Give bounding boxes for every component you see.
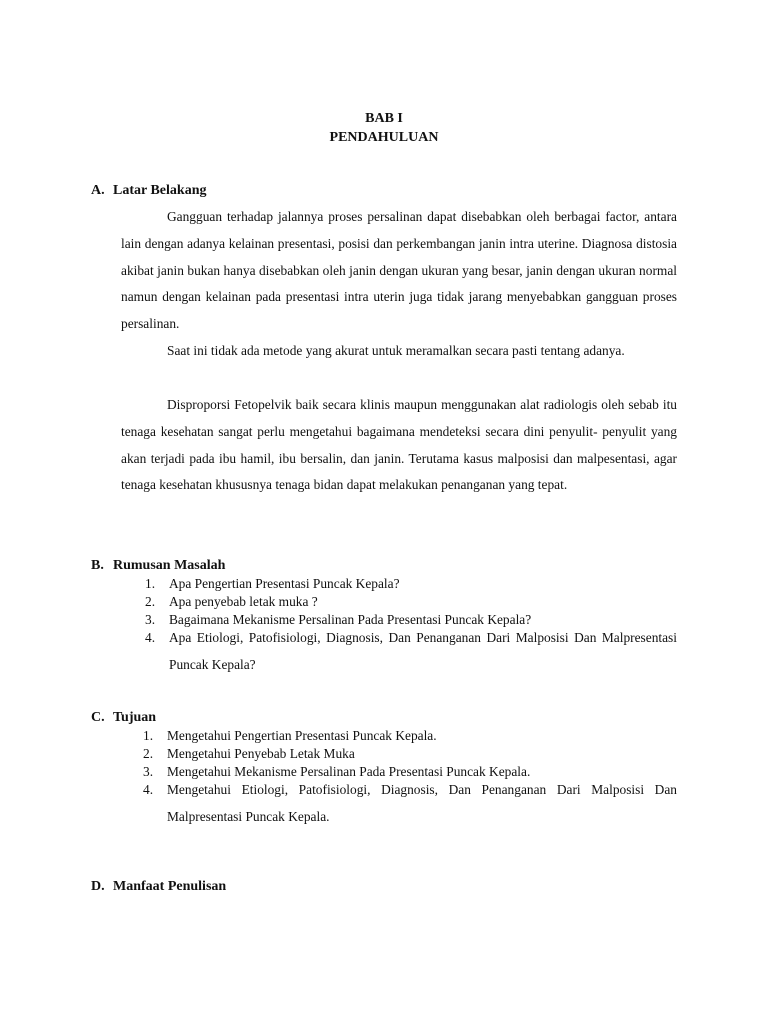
section-title: Manfaat Penulisan [113, 879, 227, 894]
section-a-heading [91, 182, 206, 200]
section-title: Tujuan [113, 710, 157, 725]
list-text: Apa Pengertian Presentasi Puncak Kepala? [169, 576, 400, 591]
objective-list [143, 727, 677, 831]
list-text: Mengetahui Etiologi, Patofisiologi, Diagnosis, Dan Penanganan Dari Malposisi Dan Malpresentasi Puncak Kepala. [167, 782, 677, 824]
list-text: Mengetahui Penyebab Letak Muka [167, 746, 355, 761]
list-item [145, 593, 677, 611]
list-item [143, 727, 677, 745]
paragraph: Disproporsi Fetopelvik baik secara klinis maupun menggunakan alat radiologis oleh sebab itu tenaga kesehatan sangat perlu mengetahui bagaimana mendeteksi secara dini penyulit- penyulit yang akan terjadi pada ibu hamil, ibu bersalin, dan janin. Terutama kasus malposisi dan malpesentasi, agar tenaga kesehatan khususnya tenaga bidan dapat melakukan penanganan yang tepat. [121, 397, 677, 493]
section-d-heading [91, 878, 226, 896]
problem-list [145, 575, 677, 679]
section-letter: C. [91, 710, 105, 725]
list-text: Mengetahui Pengertian Presentasi Puncak Kepala. [167, 728, 437, 743]
list-number: 1. [145, 576, 156, 591]
list-text: Apa Etiologi, Patofisiologi, Diagnosis, Dan Penanganan Dari Malposisi Dan Malpresentasi Puncak Kepala? [169, 630, 677, 672]
chapter-number: BAB I [365, 111, 403, 126]
list-number: 3. [145, 612, 156, 627]
list-text: Apa penyebab letak muka ? [169, 594, 318, 609]
list-number: 4. [143, 782, 154, 797]
paragraph: Saat ini tidak ada metode yang akurat untuk meramalkan secara pasti tentang adanya. [167, 343, 625, 358]
list-number: 4. [145, 630, 156, 645]
section-letter: A. [91, 183, 105, 198]
list-item [143, 745, 677, 763]
section-letter: D. [91, 879, 105, 894]
list-number: 2. [143, 746, 154, 761]
list-item [145, 625, 677, 679]
section-title: Rumusan Masalah [113, 558, 226, 573]
chapter-title: PENDAHULUAN [329, 130, 439, 145]
list-item [145, 575, 677, 593]
section-letter: B. [91, 558, 104, 573]
section-b-heading [91, 557, 225, 575]
list-number: 2. [145, 594, 156, 609]
list-number: 3. [143, 764, 154, 779]
section-c-heading [91, 709, 156, 727]
list-text: Mengetahui Mekanisme Persalinan Pada Presentasi Puncak Kepala. [167, 764, 531, 779]
list-number: 1. [143, 728, 154, 743]
list-item [143, 777, 677, 831]
paragraph: Gangguan terhadap jalannya proses persalinan dapat disebabkan oleh berbagai factor, antara lain dengan adanya kelainan presentasi, posisi dan perkembangan janin intra uterine. Diagnosa distosia akibat janin bukan hanya disebabkan oleh janin dengan ukuran yang besar, janin dengan ukuran normal namun dengan kelainan pada presentasi intra uterin juga tidak jarang menyebabkan gangguan proses persalinan. [121, 209, 677, 332]
section-title: Latar Belakang [113, 183, 207, 198]
list-text: Bagaimana Mekanisme Persalinan Pada Presentasi Puncak Kepala? [169, 612, 532, 627]
